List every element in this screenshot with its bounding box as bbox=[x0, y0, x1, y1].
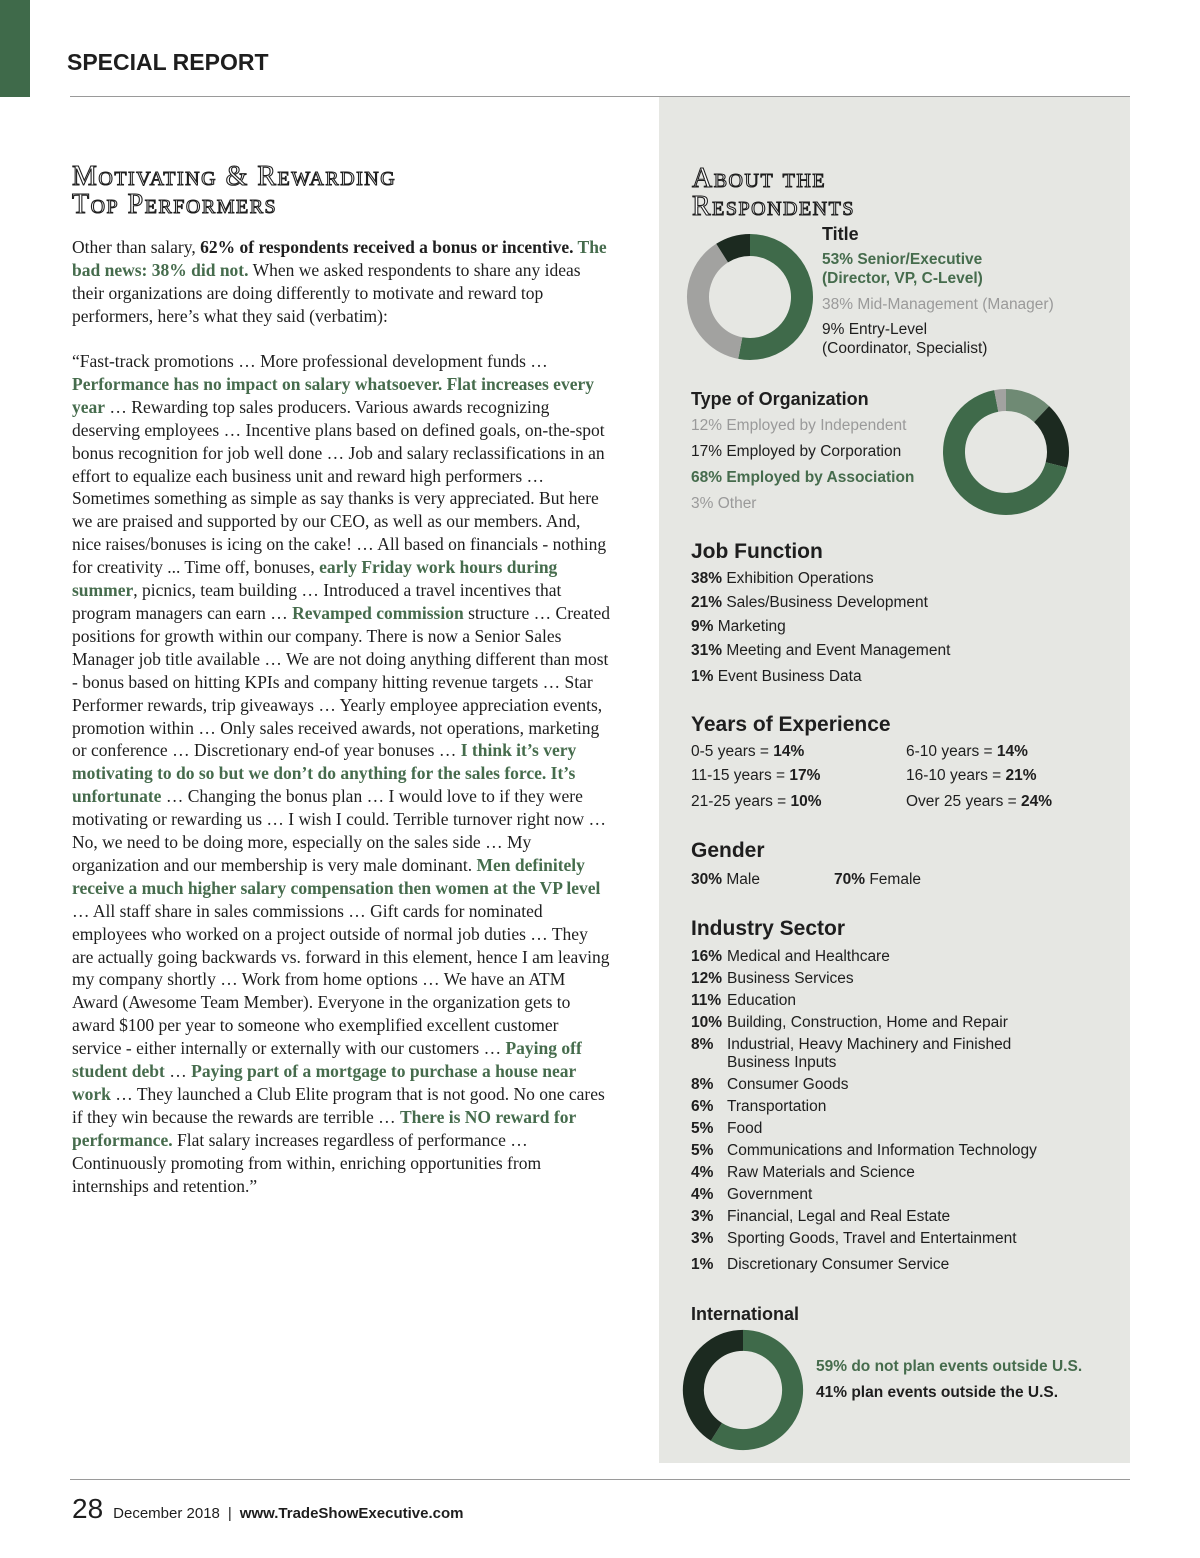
industry-item bbox=[691, 1230, 1111, 1256]
industry-item bbox=[691, 948, 1111, 970]
job-function-label: Exhibition Operations bbox=[726, 570, 874, 587]
website-link[interactable]: www.TradeShowExecutive.com bbox=[239, 1505, 464, 1522]
industry-pct: 6% bbox=[691, 1098, 714, 1115]
industry-label: Discretionary Consumer Service bbox=[727, 1256, 950, 1273]
experience-item bbox=[906, 793, 1052, 811]
experience-pct: 14% bbox=[773, 743, 805, 760]
sidebar-title-line-2: Respondents bbox=[692, 191, 855, 222]
industry-item bbox=[691, 1014, 1111, 1036]
industry-pct: 12% bbox=[691, 970, 723, 987]
verbatim-quote bbox=[72, 350, 612, 1198]
quote-highlight: Revamped commission bbox=[292, 602, 464, 623]
quote-text: … Rewarding top sales producers. Various awards recognizing deserving employees … Incentive plans based on defined goals, on-the-spot bonus recognition for job well done … Job and salary reclassifications in an effort to equalize each business unit and reward high performers … Sometimes something as simple as say thanks is very appreciated. But here we are praised and supported by our CEO, as well as our members. And, nice raises/bonuses is icing on the cake! … All based on financials - nothing for creativity ... Time off, bonuses, bbox=[72, 396, 607, 578]
organization-item-corporation: 17% Employed by Corporation bbox=[691, 443, 902, 460]
article-title-line-2: Top Performers bbox=[72, 189, 278, 220]
experience-heading: Years of Experience bbox=[691, 713, 891, 736]
bottom-divider bbox=[70, 1479, 1130, 1480]
industry-pct: 1% bbox=[691, 1256, 714, 1273]
industry-pct: 8% bbox=[691, 1036, 714, 1053]
gender-male-label: Male bbox=[726, 871, 760, 888]
donut-slice-senior-executive bbox=[740, 245, 802, 349]
experience-range: 21-25 years = bbox=[691, 793, 791, 810]
industry-list bbox=[691, 948, 1111, 1278]
donut-slice-plan-events-outside-the-u-s- bbox=[693, 1340, 743, 1431]
industry-item bbox=[691, 1036, 1111, 1076]
quote-highlight: Paying part of a mortgage to purchase a house near work bbox=[72, 1061, 576, 1104]
industry-heading: Industry Sector bbox=[691, 917, 846, 940]
industry-label: Consumer Goods bbox=[727, 1076, 849, 1093]
donut-slice-entry-level bbox=[722, 245, 750, 253]
job-function-pct: 38% bbox=[691, 570, 723, 587]
experience-pct: 14% bbox=[996, 743, 1028, 760]
donut-slice-other bbox=[996, 400, 1006, 401]
quote-highlight: Performance has no impact on salary whatsoever. Flat increases every year bbox=[72, 373, 594, 417]
industry-label: Government bbox=[727, 1186, 813, 1203]
experience-item bbox=[906, 767, 1037, 785]
gender-heading: Gender bbox=[691, 839, 765, 862]
industry-item bbox=[691, 1256, 1111, 1278]
title-label: Title bbox=[822, 224, 859, 244]
industry-item bbox=[691, 1186, 1111, 1208]
experience-range: 6-10 years = bbox=[906, 743, 997, 760]
experience-range: 0-5 years = bbox=[691, 743, 774, 760]
title-donut-chart bbox=[685, 232, 815, 362]
organization-item-association: 68% Employed by Association bbox=[691, 469, 915, 486]
intro-bold: 62% of respondents received a bonus or incentive. bbox=[200, 237, 574, 257]
job-function-item bbox=[691, 668, 862, 686]
gender-male bbox=[691, 871, 760, 889]
organization-donut-chart bbox=[941, 387, 1071, 517]
experience-pct: 17% bbox=[789, 767, 821, 784]
experience-item bbox=[906, 743, 1028, 761]
page-footer bbox=[72, 1493, 463, 1525]
quote-text: … bbox=[164, 1061, 192, 1082]
quote-text: … All staff share in sales commissions … Gift cards for nominated employees who worked on a project outside of normal job duties … They are actually going backwards vs. forward in this element, hence I am leaving my company shortly … Work from home options … We have an ATM Award (Awesome Team Member). Everyone in the organization gets to award $100 per year to someone who exemplified excellent customer service - either internally or externally with our customers … bbox=[72, 900, 610, 1059]
title-item-senior: 53% Senior/Executive bbox=[822, 251, 983, 268]
industry-label: Transportation bbox=[727, 1098, 827, 1115]
industry-label: Food bbox=[727, 1120, 763, 1137]
donut-slice-corporation bbox=[1042, 414, 1058, 465]
quote-text: , picnics, team building … Introduced a travel incentives that program managers can earn … bbox=[72, 580, 562, 623]
quote-text: Flat salary increases regardless of performance … Continuously promoting from within, enriching opportunities from internships and retention.” bbox=[72, 1129, 542, 1196]
organization-item-other: 3% Other bbox=[691, 495, 757, 512]
job-function-label: Sales/Business Development bbox=[726, 594, 928, 611]
job-function-pct: 31% bbox=[691, 642, 723, 659]
industry-label: Raw Materials and Science bbox=[727, 1164, 915, 1181]
page-number: 28 bbox=[72, 1493, 104, 1524]
industry-item bbox=[691, 1098, 1111, 1120]
industry-pct: 4% bbox=[691, 1186, 714, 1203]
intro-highlight: The bad news: 38% did not. bbox=[72, 237, 607, 280]
job-function-item bbox=[691, 618, 786, 636]
quote-text: … They launched a Club Elite program that is not good. No one cares if they win because the rewards are terrible … bbox=[72, 1084, 605, 1127]
job-function-item bbox=[691, 570, 874, 588]
industry-label: Communications and Information Technology bbox=[727, 1142, 1037, 1159]
international-label: International bbox=[691, 1304, 800, 1324]
experience-item bbox=[691, 767, 820, 785]
quote-highlight: Paying off student debt bbox=[72, 1038, 582, 1082]
donut-slice-mid-management bbox=[698, 253, 740, 348]
organization-label: Type of Organization bbox=[691, 389, 869, 409]
article-title-line-1: Motivating & Rewarding bbox=[72, 161, 397, 192]
industry-item bbox=[691, 1076, 1111, 1098]
industry-pct: 3% bbox=[691, 1208, 714, 1225]
industry-label: Sporting Goods, Travel and Entertainment bbox=[727, 1230, 1017, 1247]
international-donut-chart bbox=[681, 1328, 805, 1452]
experience-pct: 24% bbox=[1021, 793, 1053, 810]
quote-text: structure … Created positions for growth within our company. There is now a Senior Sales Manager job title available … We are not doing anything different than most - bonus based on hitting KPIs and company hitting revenue targets … Star Performer rewards, trip giveaways … Yearly employee appreciation events, promotion within … Only sales received awards, not operations, marketing or conference … Discretionary end-of year bonuses … bbox=[72, 602, 610, 761]
industry-pct: 5% bbox=[691, 1142, 714, 1159]
industry-item bbox=[691, 1208, 1111, 1230]
international-item-abroad: 41% plan events outside the U.S. bbox=[816, 1384, 1059, 1401]
intro-paragraph bbox=[72, 236, 612, 328]
donut-slice-do-not-plan-events-outside-u-s- bbox=[716, 1340, 792, 1439]
issue-date: December 2018 bbox=[113, 1505, 220, 1522]
industry-item bbox=[691, 970, 1111, 992]
industry-pct: 10% bbox=[691, 1014, 723, 1031]
title-item-senior-detail: (Director, VP, C-Level) bbox=[822, 270, 983, 287]
quote-highlight: early Friday work hours during summer bbox=[72, 557, 558, 601]
quote-highlight: I think it’s very motivating to do so but we don’t do anything for the sales force. It’s unfortunate bbox=[72, 740, 577, 807]
section-label: SPECIAL REPORT bbox=[67, 49, 269, 75]
sidebar-title bbox=[692, 165, 855, 221]
industry-pct: 5% bbox=[691, 1120, 714, 1137]
experience-pct: 21% bbox=[1005, 767, 1037, 784]
industry-label: Financial, Legal and Real Estate bbox=[727, 1208, 951, 1225]
quote-highlight: There is NO reward for performance. bbox=[72, 1106, 576, 1150]
experience-item bbox=[691, 793, 822, 811]
quote-text: … Changing the bonus plan … I would love to if they were motivating or rewarding us … I wish I could. Terrible turnover right now … No, we need to be doing more, especially on the sales side … My organization and our membership is very male dominant. bbox=[72, 786, 607, 875]
job-function-pct: 9% bbox=[691, 618, 714, 635]
job-function-pct: 21% bbox=[691, 594, 723, 611]
industry-item bbox=[691, 1120, 1111, 1142]
industry-item bbox=[691, 1164, 1111, 1186]
job-function-label: Event Business Data bbox=[717, 668, 862, 685]
industry-pct: 3% bbox=[691, 1230, 714, 1247]
industry-item bbox=[691, 1142, 1111, 1164]
industry-label: Industrial, Heavy Machinery and Finished Business Inputs bbox=[727, 1036, 1012, 1071]
industry-item bbox=[691, 992, 1111, 1014]
quote-highlight: Men definitely receive a much higher salary compensation then women at the VP level bbox=[72, 854, 601, 898]
title-item-entry-detail: (Coordinator, Specialist) bbox=[822, 340, 988, 357]
sidebar-title-line-1: About the bbox=[692, 163, 827, 194]
gender-female-label: Female bbox=[869, 871, 922, 888]
experience-item bbox=[691, 743, 804, 761]
gender-female-pct: 70% bbox=[834, 871, 866, 888]
job-function-pct: 1% bbox=[691, 668, 714, 685]
intro-text: Other than salary, bbox=[72, 237, 201, 257]
article-title bbox=[72, 163, 396, 219]
experience-range: 16-10 years = bbox=[906, 767, 1006, 784]
quote-text: “Fast-track promotions … More professional development funds … bbox=[72, 351, 548, 371]
industry-label: Building, Construction, Home and Repair bbox=[727, 1014, 1008, 1031]
gender-female bbox=[834, 871, 921, 889]
footer-separator: | bbox=[227, 1505, 232, 1522]
experience-range: Over 25 years = bbox=[906, 793, 1022, 810]
job-function-item bbox=[691, 642, 950, 660]
industry-pct: 8% bbox=[691, 1076, 714, 1093]
job-function-item bbox=[691, 594, 928, 612]
industry-label: Medical and Healthcare bbox=[727, 948, 890, 965]
industry-pct: 16% bbox=[691, 948, 723, 965]
job-function-label: Meeting and Event Management bbox=[726, 642, 951, 659]
donut-slice-independent bbox=[1006, 400, 1042, 414]
international-item-domestic: 59% do not plan events outside U.S. bbox=[816, 1358, 1083, 1375]
industry-pct: 4% bbox=[691, 1164, 714, 1181]
title-item-mid: 38% Mid-Management (Manager) bbox=[822, 296, 1054, 313]
experience-pct: 10% bbox=[790, 793, 822, 810]
gender-male-pct: 30% bbox=[691, 871, 723, 888]
title-item-entry: 9% Entry-Level bbox=[822, 321, 928, 338]
section-color-tab bbox=[0, 0, 30, 97]
intro-text: When we asked respondents to share any ideas their organizations are doing differently to motivate and reward top performers, here’s what they said (verbatim): bbox=[72, 260, 581, 326]
organization-item-independent: 12% Employed by Independent bbox=[691, 417, 907, 434]
experience-range: 11-15 years = bbox=[691, 767, 790, 784]
job-function-label: Marketing bbox=[717, 618, 786, 635]
industry-label: Business Services bbox=[727, 970, 854, 987]
industry-label: Education bbox=[727, 992, 796, 1009]
job-function-heading: Job Function bbox=[691, 540, 823, 563]
industry-pct: 11% bbox=[691, 992, 722, 1009]
